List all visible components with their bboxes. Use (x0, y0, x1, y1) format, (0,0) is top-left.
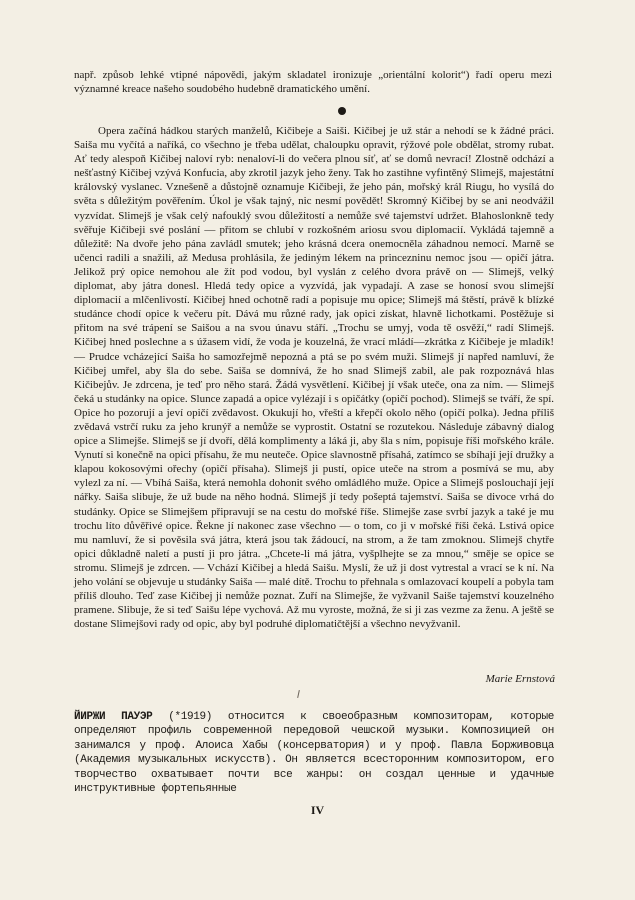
composer-name: ЙИРЖИ ПАУЭР (74, 711, 153, 723)
section-bullet-icon (338, 107, 346, 115)
russian-body: (*1919) относится к своеобразным композиторам, которые определяют профиль современной передовой чешской музыки. Композицией он занимался у проф. Алоиса Хабы (консерватория) и у проф. Павла Борживовца (Академия музыкальных искусств). Он является всесторонним композитором, его творчество охватывает почти все жанры: он создал ценные и удачные инструктивные фортепьянные (74, 711, 555, 796)
intro-paragraph: např. způsob lehké vtipné nápovědi, jakým skladatel ironizuje „orientální kolorit“) řadí operu mezi významné kreace našeho soudobého hudebně dramatického umění. (74, 69, 552, 95)
synopsis-text (74, 124, 554, 631)
author-signature: Marie Ernstová (485, 673, 555, 685)
synopsis-paragraph: Opera začíná hádkou starých manželů, Kičibeje a Saiši. Kičibej je už stár a nehodí se k žádné práci. Saiša mu vyčítá a naříká, co všechno je třeba udělat, chaloupku opravit, rýžové pole obdělat, stromy rubat. Ať tedy alespoň Kičibej naloví ryb: nenaloví-li do večera plnou síť, ať se domů nevrací! Zlostně odchází a nešťastný Kičibej vzývá Konfucia, aby zkrotil jazyk jeho ženy. Tak ho zastihne vyfintěný Slimejš, majestátní královský vyslanec. Vznešeně a důstojně oznamuje Kičibeji, že jeho pán, mořský král Riugu, ho vysílá do světa s důležitým pověřením. Úkol je však tajný, nic nesmí povědět! Skromný Kičibej by se ani neodvážil vyzvídat. Slimejš je však celý nafouklý svou důležitostí a nemůže své tajemství udržet. Blahoslonkně tedy svěřuje Kičibeji své poslání — přitom se chlubí v rozkošném ariosu svou diplomacií. Vykládá tajemně a důležitě: Na dvoře jeho pána zavládl smutek; jeho krásná dcera onemocněla záhadnou nemocí. Marně se učenci radili a snažili, až Medusa prohlásila, že jediným lékem na princezninu nemoc jsou — opičí játra. Jelikož prý opice nemohou ale žít pod vodou, byl vyslán z celého dvora právě on — Slimejš, velký diplomat, aby játra donesl. Hledá tedy opice a vyzvídá, jak vypadají. A zase se honosí svou slimejší diplomacií a mlčenlivostí. Kičibej hned ochotně radí a popisuje mu opice; Slimejš má štěstí, právě k blízké studánce chodí opice k večeru pít. Dává mu různé rady, jak opici získat, hlavně lichotkami. Postěžuje si přitom na své trápení se Saišou a na svou únavu stáří. „Trochu se umyj, voda tě osvěží,“ radí Slimejš. Kičibej hned poslechne a s úžasem vidí, že voda je kouzelná, že vrací mládí—zkrátka z Kičibeje je mladík! — Prudce vcházející Saiša ho samozřejmě nepozná a ptá se po svém muži. Slimejš jí napřed namluví, že Kičibej umřel, aby šla do sebe. Saiša se domnívá, že ho snad Slimejš zabil, ale pak rozpoznává hlas Kičibejův. Je zdrcena, je teď pro něho stará. Žádá vysvětlení. Kičibej jí však uteče, ona za ním. — Slimejš čeká u studánky na opice. Slunce zapadá a opice vylézají i s opičátky (opičí pochod). Slimejš se tváří, že spí. Opice ho pozorují a jeví opičí zvědavost. Okukují ho, vřeští a křepčí okolo něho (opičí polka). Jedna příliš zvědavá vstrčí ruku za jeho krunýř a nemůže se vyprostit. Ostatní se rozutekou. Následuje zábavný dialog opice a Slimejše. Slimejš se jí dvoří, dělá komplimenty a láká ji, aby šla s ním, popisuje říši mořského krále. Vynutí si konečně na opici přísahu, že mu neuteče. Opice slavnostně přísahá, zatímco se sbíhají její družky a klapou kokosovými ořechy (opičí přísaha). Slimejš ji pustí, opice uteče na strom a posmívá se mu, aby vylezl za ní. — Vbíhá Saiša, která nemohla dohonit svého omládlého muže. Opice a Slimejš poslouchají její nářky. Saiša slibuje, že už bude na něho hodná. Slimejš jí tedy pošeptá tajemství. Saiša se divoce vrhá do studánky. Opice se Slimejšem připravují se na cestu do mořské říše. Slimejše zase svrbí jazyk a také je mu trochu líto důvěřivé opice. Řekne jí nakonec zase všechno — o tom, co ji v mořské říši čeká. Lstivá opice mu namluví, že si pověsila svá játra, která jsou tak žádoucí, na strom, a že tam zmoknou. Slimejš chytře opici důkladně naletí a pustí ji pro játra. „Chcete-li má játra, vyšplhejte se za mnou,“ směje se opice se stromu. Slimejš je zdrcen. — Vchází Kičibej a hledá Saišu. Myslí, že už ji dost vytrestal a vrací se k ní. Na jeho volání se objevuje u studánky Saiša — malé dítě. Trochu to přehnala s omlazovací koupelí a pobyla tam příliš dlouho. Teď zase Kičibej ji nemůže poznat. Zuří na Slimejše, že vyžvanil Saiše tajemství kouzelného pramene. Slibuje, že si teď Saišu lépe vychová. Až mu vyroste, možná, že si ji zas vezme za ženu. A ještě se dostane Slimejšovi rady od opic, aby byl podruhé diplomatičtější a všechno nevyžvanil. (74, 125, 554, 631)
print-mark (297, 690, 300, 698)
page-number: IV (310, 803, 325, 817)
russian-paragraph (74, 710, 554, 796)
